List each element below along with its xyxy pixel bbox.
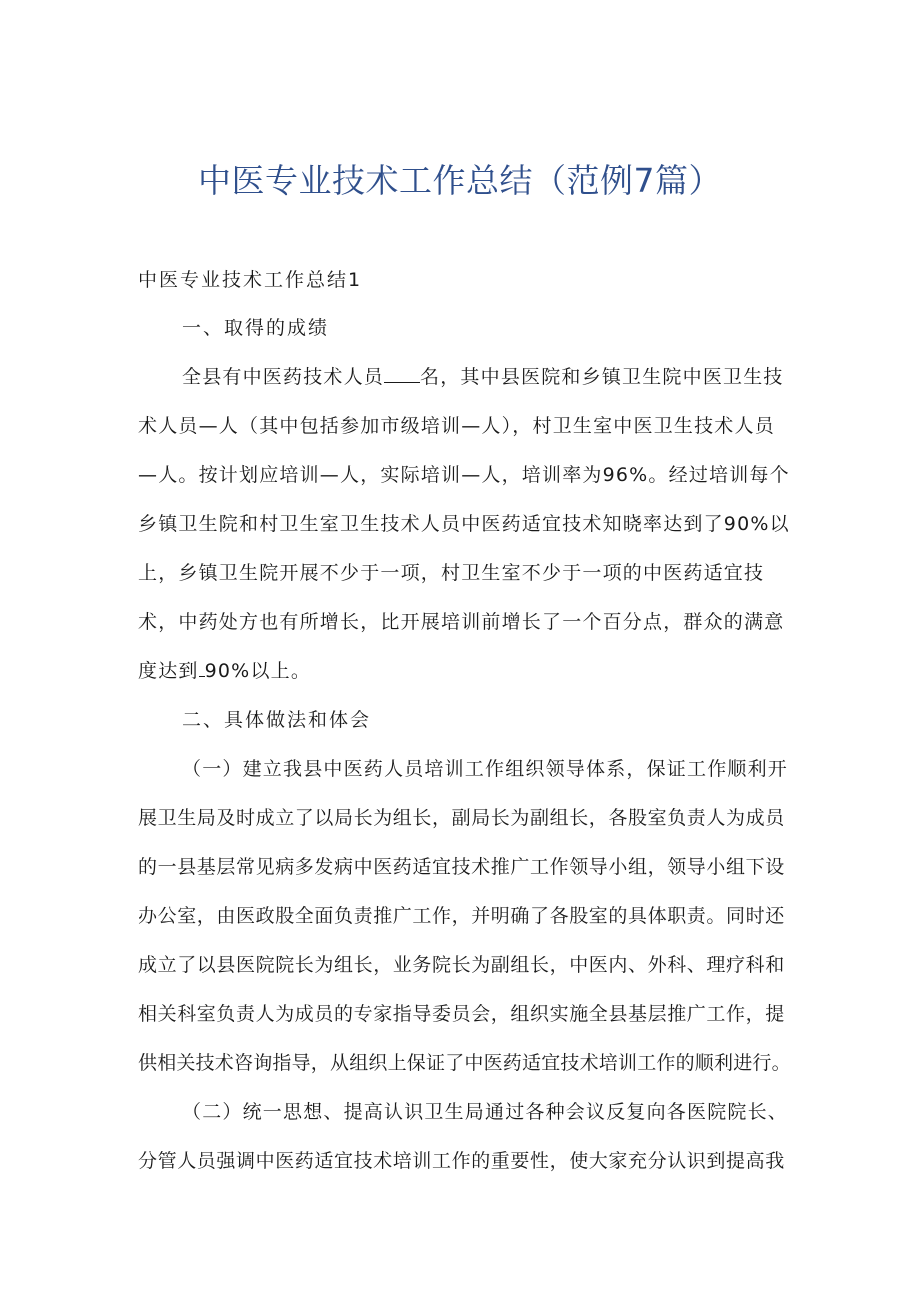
paragraph-line: 术人员—人（其中包括参加市级培训—人），村卫生室中医卫生技术人员	[138, 415, 775, 437]
paragraph-line: 展卫生局及时成立了以局长为组长，副局长为副组长，各股室负责人为成员	[138, 807, 785, 829]
paragraph-line: 术，中药处方也有所增长，比开展培训前增长了一个百分点，群众的满意	[138, 611, 785, 633]
paragraph-line	[182, 363, 784, 391]
text-span: 90%以上。	[204, 660, 312, 682]
paragraph-line: 上，乡镇卫生院开展不少于一项，村卫生室不少于一项的中医药适宜技	[138, 562, 765, 584]
document-title: 中医专业技术工作总结（范例7篇）	[198, 161, 722, 200]
paragraph-line: （二）统一思想、提高认识卫生局通过各种会议反复向各医院院长、	[182, 1101, 789, 1123]
text-span: 全县有中医药技术人员	[182, 366, 385, 388]
section-heading-achievements: 一、取得的成绩	[182, 317, 330, 339]
text-span: 度达到	[138, 660, 199, 682]
blank-underline	[384, 364, 420, 383]
text-span: 名，其中县医院和乡镇卫生院中医卫生技	[420, 366, 784, 388]
section-subtitle: 中医专业技术工作总结1	[138, 269, 363, 291]
paragraph-line: 成立了以县医院院长为组长，业务院长为副组长，中医内、外科、理疗科和	[138, 954, 785, 976]
paragraph-line: 相关科室负责人为成员的专家指导委员会，组织实施全县基层推广工作，提	[138, 1003, 785, 1025]
paragraph-line: —人。按计划应培训—人，实际培训—人，培训率为96%。经过培训每个	[138, 464, 790, 486]
paragraph-line	[138, 657, 311, 685]
section-heading-methods: 二、具体做法和体会	[182, 709, 372, 731]
paragraph-line: 办公室，由医政股全面负责推广工作，并明确了各股室的具体职责。同时还	[138, 905, 785, 927]
paragraph-line: 乡镇卫生院和村卫生室卫生技术人员中医药适宜技术知晓率达到了90%以	[138, 513, 790, 535]
paragraph-line: （一）建立我县中医药人员培训工作组织领导体系，保证工作顺利开	[182, 758, 789, 780]
paragraph-line: 供相关技术咨询指导，从组织上保证了中医药适宜技术培训工作的顺利进行。	[138, 1052, 791, 1074]
paragraph-line: 的一县基层常见病多发病中医药适宜技术推广工作领导小组，领导小组下设	[138, 856, 785, 878]
paragraph-line: 分管人员强调中医药适宜技术培训工作的重要性，使大家充分认识到提高我	[138, 1150, 785, 1172]
